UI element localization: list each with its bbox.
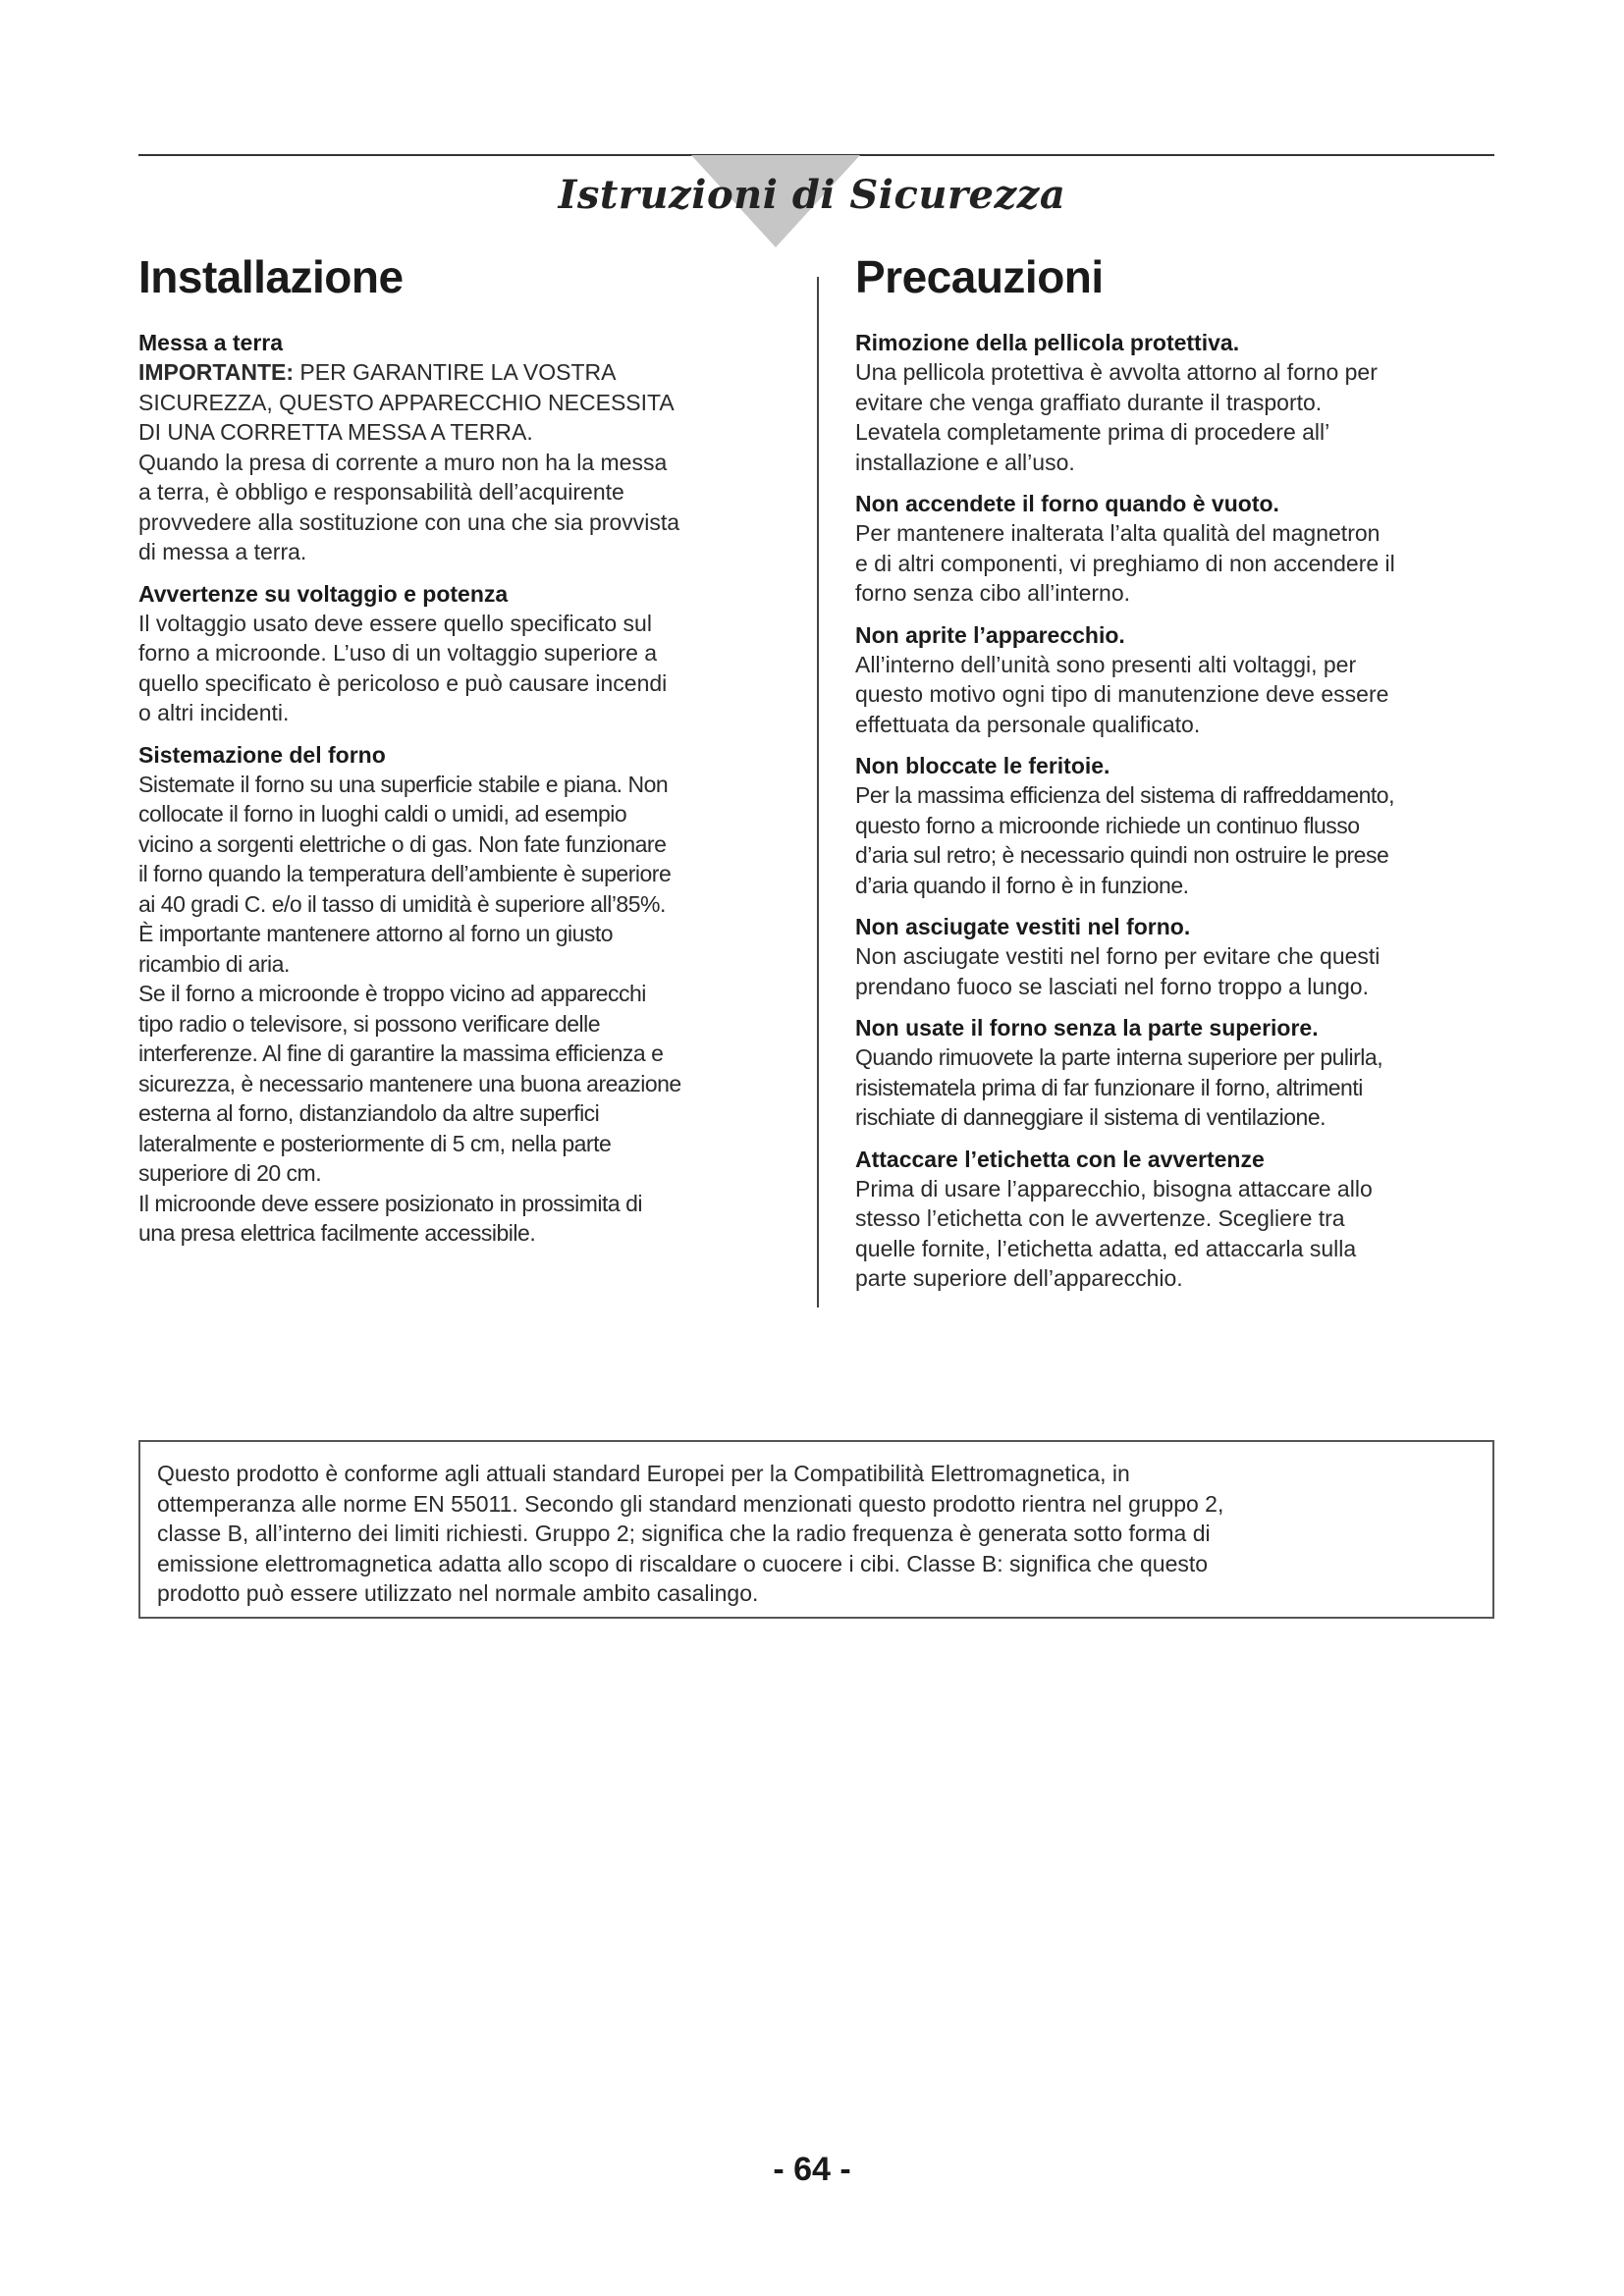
protective-film-title: Rimozione della pellicola protettiva. — [855, 330, 1240, 355]
vents-title: Non bloccate le feritoie. — [855, 753, 1110, 778]
clothes-title: Non asciugate vestiti nel forno. — [855, 914, 1191, 939]
protective-film-section — [855, 328, 1503, 477]
top-part-section — [855, 1013, 1503, 1133]
voltage-text: Il voltaggio usato deve essere quello specificato sul forno a microonde. L’uso di un voltaggio superiore a quello specificato è pericoloso e può causare incendi o altri incidenti. — [138, 610, 668, 725]
warning-label-text: Prima di usare l’apparecchio, bisogna attaccare allo stesso l’etichetta con le avvertenze. Scegliere tra quelle fornite, l’etichetta adatta, ed attaccarla sulla parte superiore dell’apparecchio. — [855, 1175, 1373, 1291]
placement-section — [138, 740, 786, 1249]
vents-text: Per la massima efficienza del sistema di raffreddamento, questo forno a microonde richiede un continuo flusso d’aria sul retro; è necessario quindi non ostruire le prese d’aria quando il forno è in funzione. — [855, 782, 1394, 898]
column-divider — [817, 277, 819, 1308]
warning-label-section — [855, 1145, 1503, 1294]
placement-title: Sistemazione del forno — [138, 741, 386, 768]
page-number: - 64 - — [773, 2151, 851, 2188]
empty-oven-text: Per mantenere inalterata l’alta qualità del magnetron e di altri componenti, vi preghiamo di non accendere il forno senza cibo all’interno. — [855, 520, 1395, 606]
placement-text: Sistemate il forno su una superficie stabile e piana. Non collocate il forno in luoghi caldi o umidi, ad esempio vicino a sorgenti elettriche o di gas. Non fate funzionare il forno quando la temperatura dell’ambiente è superiore ai 40 gradi C. e/o il tasso di umidità è superiore all’85%. È importante mantenere attorno al forno un giusto ricambio di aria. Se il forno a microonde è troppo vicino ad apparecchi tipo radio o televisore, si possono verificare delle interferenze. Al fine di garantire la massima efficienza e sicurezza, è necessario mantenere una buona areazione esterna al forno, distanziandolo da altre superfici lateralmente e posteriormente di 5 cm, nella parte superiore di 20 cm. Il microonde deve essere posizionato in prossimita di una presa elettrica facilmente accessibile. — [138, 771, 681, 1246]
top-part-title: Non usate il forno senza la parte superiore. — [855, 1015, 1319, 1041]
empty-oven-title: Non accendete il forno quando è vuoto. — [855, 491, 1279, 516]
important-text: PER GARANTIRE LA VOSTRA SICUREZZA, QUESTO APPARECCHIO NECESSITA DI UNA CORRETTA MESSA A TERRA. — [138, 359, 675, 445]
installation-column — [138, 247, 786, 1260]
top-part-text: Quando rimuovete la parte interna superiore per pulirla, risistematela prima di far funzionare il forno, altrimenti rischiate di danneggiare il sistema di ventilazione. — [855, 1044, 1383, 1130]
warning-label-title: Attaccare l’etichetta con le avvertenze — [855, 1146, 1265, 1172]
important-label: IMPORTANTE: — [138, 359, 295, 385]
section-title: Istruzioni di Sicurezza — [558, 172, 1066, 218]
protective-film-text: Una pellicola protettiva è avvolta attorno al forno per evitare che venga graffiato durante il trasporto. Levatela completamente prima di procedere all’ installazione e all’uso. — [855, 359, 1378, 475]
clothes-section — [855, 912, 1503, 1001]
compliance-notice-text: Questo prodotto è conforme agli attuali standard Europei per la Compatibilità Elettromagnetica, in ottemperanza alle norme EN 55011. Secondo gli standard menzionati questo prodotto rientra nel gruppo 2, classe B, all’interno dei limiti richiesti. Gruppo 2; significa che la radio frequenza è generata sotto forma di emissione elettromagnetica adatta allo scopo di riscaldare o cuocere i cibi. Classe B: significa che questo prodotto può essere utilizzato nel normale ambito casalingo. — [157, 1461, 1224, 1606]
grounding-section — [138, 328, 786, 567]
grounding-title: Messa a terra — [138, 330, 284, 355]
voltage-title: Avvertenze su voltaggio e potenza — [138, 580, 509, 607]
clothes-text: Non asciugate vestiti nel forno per evitare che questi prendano fuoco se lasciati nel forno troppo a lungo. — [855, 943, 1380, 999]
grounding-text: Quando la presa di corrente a muro non ha la messa a terra, è obbligo e responsabilità dell’acquirente provvedere alla sostituzione con una che sia provvista di messa a terra. — [138, 449, 680, 564]
vents-section — [855, 751, 1503, 900]
precautions-heading: Precauzioni — [855, 251, 1104, 302]
compliance-notice-box — [138, 1440, 1494, 1619]
installation-heading: Installazione — [138, 251, 404, 302]
grounding-important — [138, 357, 786, 448]
do-not-open-title: Non aprite l’apparecchio. — [855, 621, 1125, 648]
empty-oven-section — [855, 489, 1503, 609]
voltage-section — [138, 579, 786, 728]
do-not-open-section — [855, 620, 1503, 740]
do-not-open-text: All’interno dell’unità sono presenti alti voltaggi, per questo motivo ogni tipo di manutenzione deve essere effettuata da personale qualificato. — [855, 651, 1389, 737]
precautions-column — [855, 247, 1503, 1306]
